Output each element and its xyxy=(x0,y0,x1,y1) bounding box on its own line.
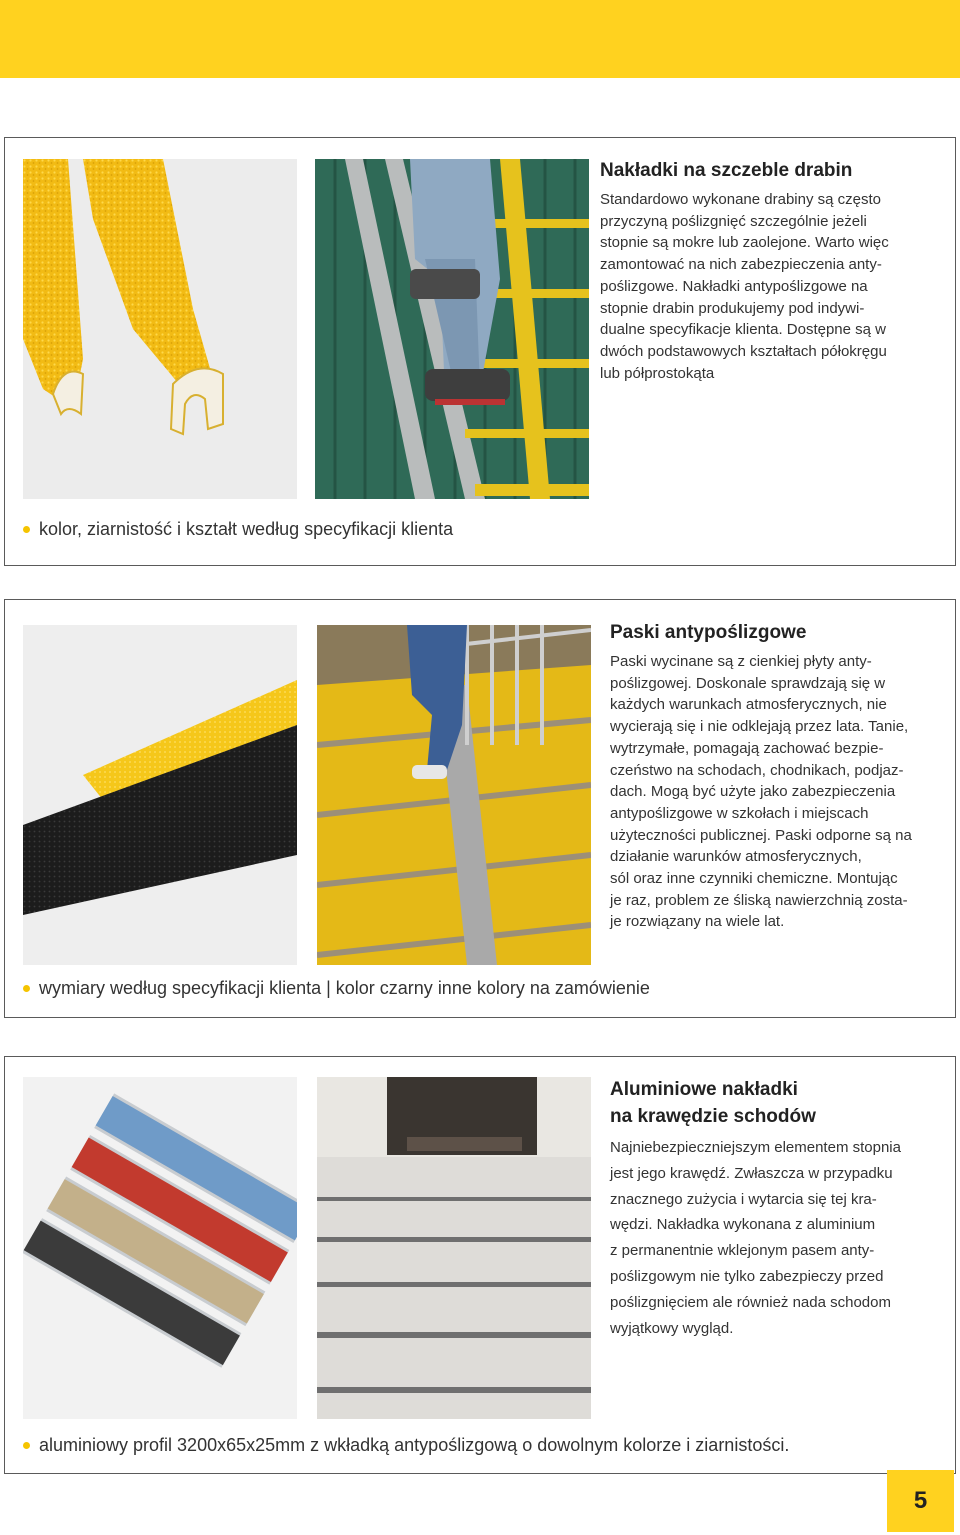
ladder-section-title: Nakładki na szczeble drabin xyxy=(600,160,853,181)
bullet-dot-icon xyxy=(23,526,30,533)
nosing-section-title-line1: Aluminiowe nakładki xyxy=(610,1079,798,1100)
strips-section-title: Paski antypoślizgowe xyxy=(610,622,807,643)
photo-stairs-with-nosing xyxy=(317,1077,591,1419)
top-color-band xyxy=(0,0,960,78)
strips-text-block xyxy=(610,620,955,933)
ladder-section-description: Standardowo wykonane drabiny są często przyczyną poślizgnięć szczególnie jeżeli stopnie są mokre lub zaolejone. Warto więc zamontować na nich zabezpieczenia anty- poślizgowe. Nakładki antypoślizgowe na stopnie drabin produkujemy pod indywi- dualne specyfikacje klienta. Dostępne są w dwóch podstawowych kształtach półokręgu lub półprostokąta xyxy=(600,191,889,382)
ladder-text-block xyxy=(600,158,950,384)
strips-bullet-text: wymiary według specyfikacji klienta | kolor czarny inne kolory na zamówienie xyxy=(39,978,650,998)
strips-section-description: Paski wycinane są z cienkiej płyty anty- poślizgowej. Doskonale sprawdzają się w każdych warunkach atmosferycznych, nie wycierają się i nie odklejają przez lata. Tanie, wytrzymałe, pomagają zachować bezpie- czeństwo na schodach, chodnikach, podjaz- dach. Mogą być użyte jako zabezpieczenia antypoślizgowe w szkołach i miejscach użyteczności publicznej. Paski odporne są na działanie warunków atmosferycznych, sól oraz inne czynniki chemiczne. Montując je raz, problem ze śliską nawierzchnią zosta- je rozwiązany na wiele lat. xyxy=(610,653,912,931)
section-ladder-rung-covers xyxy=(4,137,956,566)
nosing-text-block xyxy=(610,1077,955,1341)
page-number: 5 xyxy=(887,1470,954,1532)
bullet-dot-icon xyxy=(23,985,30,992)
photo-yellow-stairs xyxy=(317,625,591,965)
photo-worker-on-ladder xyxy=(315,159,589,499)
photo-yellow-black-strips xyxy=(23,625,297,965)
nosing-section-description: Najniebezpieczniejszym elementem stopnia jest jego krawędź. Zwłaszcza w przypadku znacznego zużycia i wytarcia się tej kra- wędzi. Nakładka wykonana z aluminium z permanentnie wklejonym pasem anty- poślizgowym nie tylko zabezpieczy przed poślizgnięciem ale również nada schodom wyjątkowy wygląd. xyxy=(610,1139,901,1337)
section-aluminium-stair-nosing xyxy=(4,1056,956,1474)
photo-yellow-rung-covers xyxy=(23,159,297,499)
strips-bullet-item xyxy=(23,978,650,999)
nosing-bullet-text: aluminiowy profil 3200x65x25mm z wkładką antypoślizgową o dowolnym kolorze i ziarnistości. xyxy=(39,1435,790,1455)
nosing-bullet-item xyxy=(23,1435,789,1456)
photo-aluminium-profiles xyxy=(23,1077,297,1419)
bullet-dot-icon xyxy=(23,1442,30,1449)
ladder-bullet-text: kolor, ziarnistość i kształt według specyfikacji klienta xyxy=(39,519,454,539)
ladder-bullet-item xyxy=(23,519,453,540)
nosing-section-title-line2: na krawędzie schodów xyxy=(610,1106,816,1127)
section-anti-slip-strips xyxy=(4,599,956,1018)
